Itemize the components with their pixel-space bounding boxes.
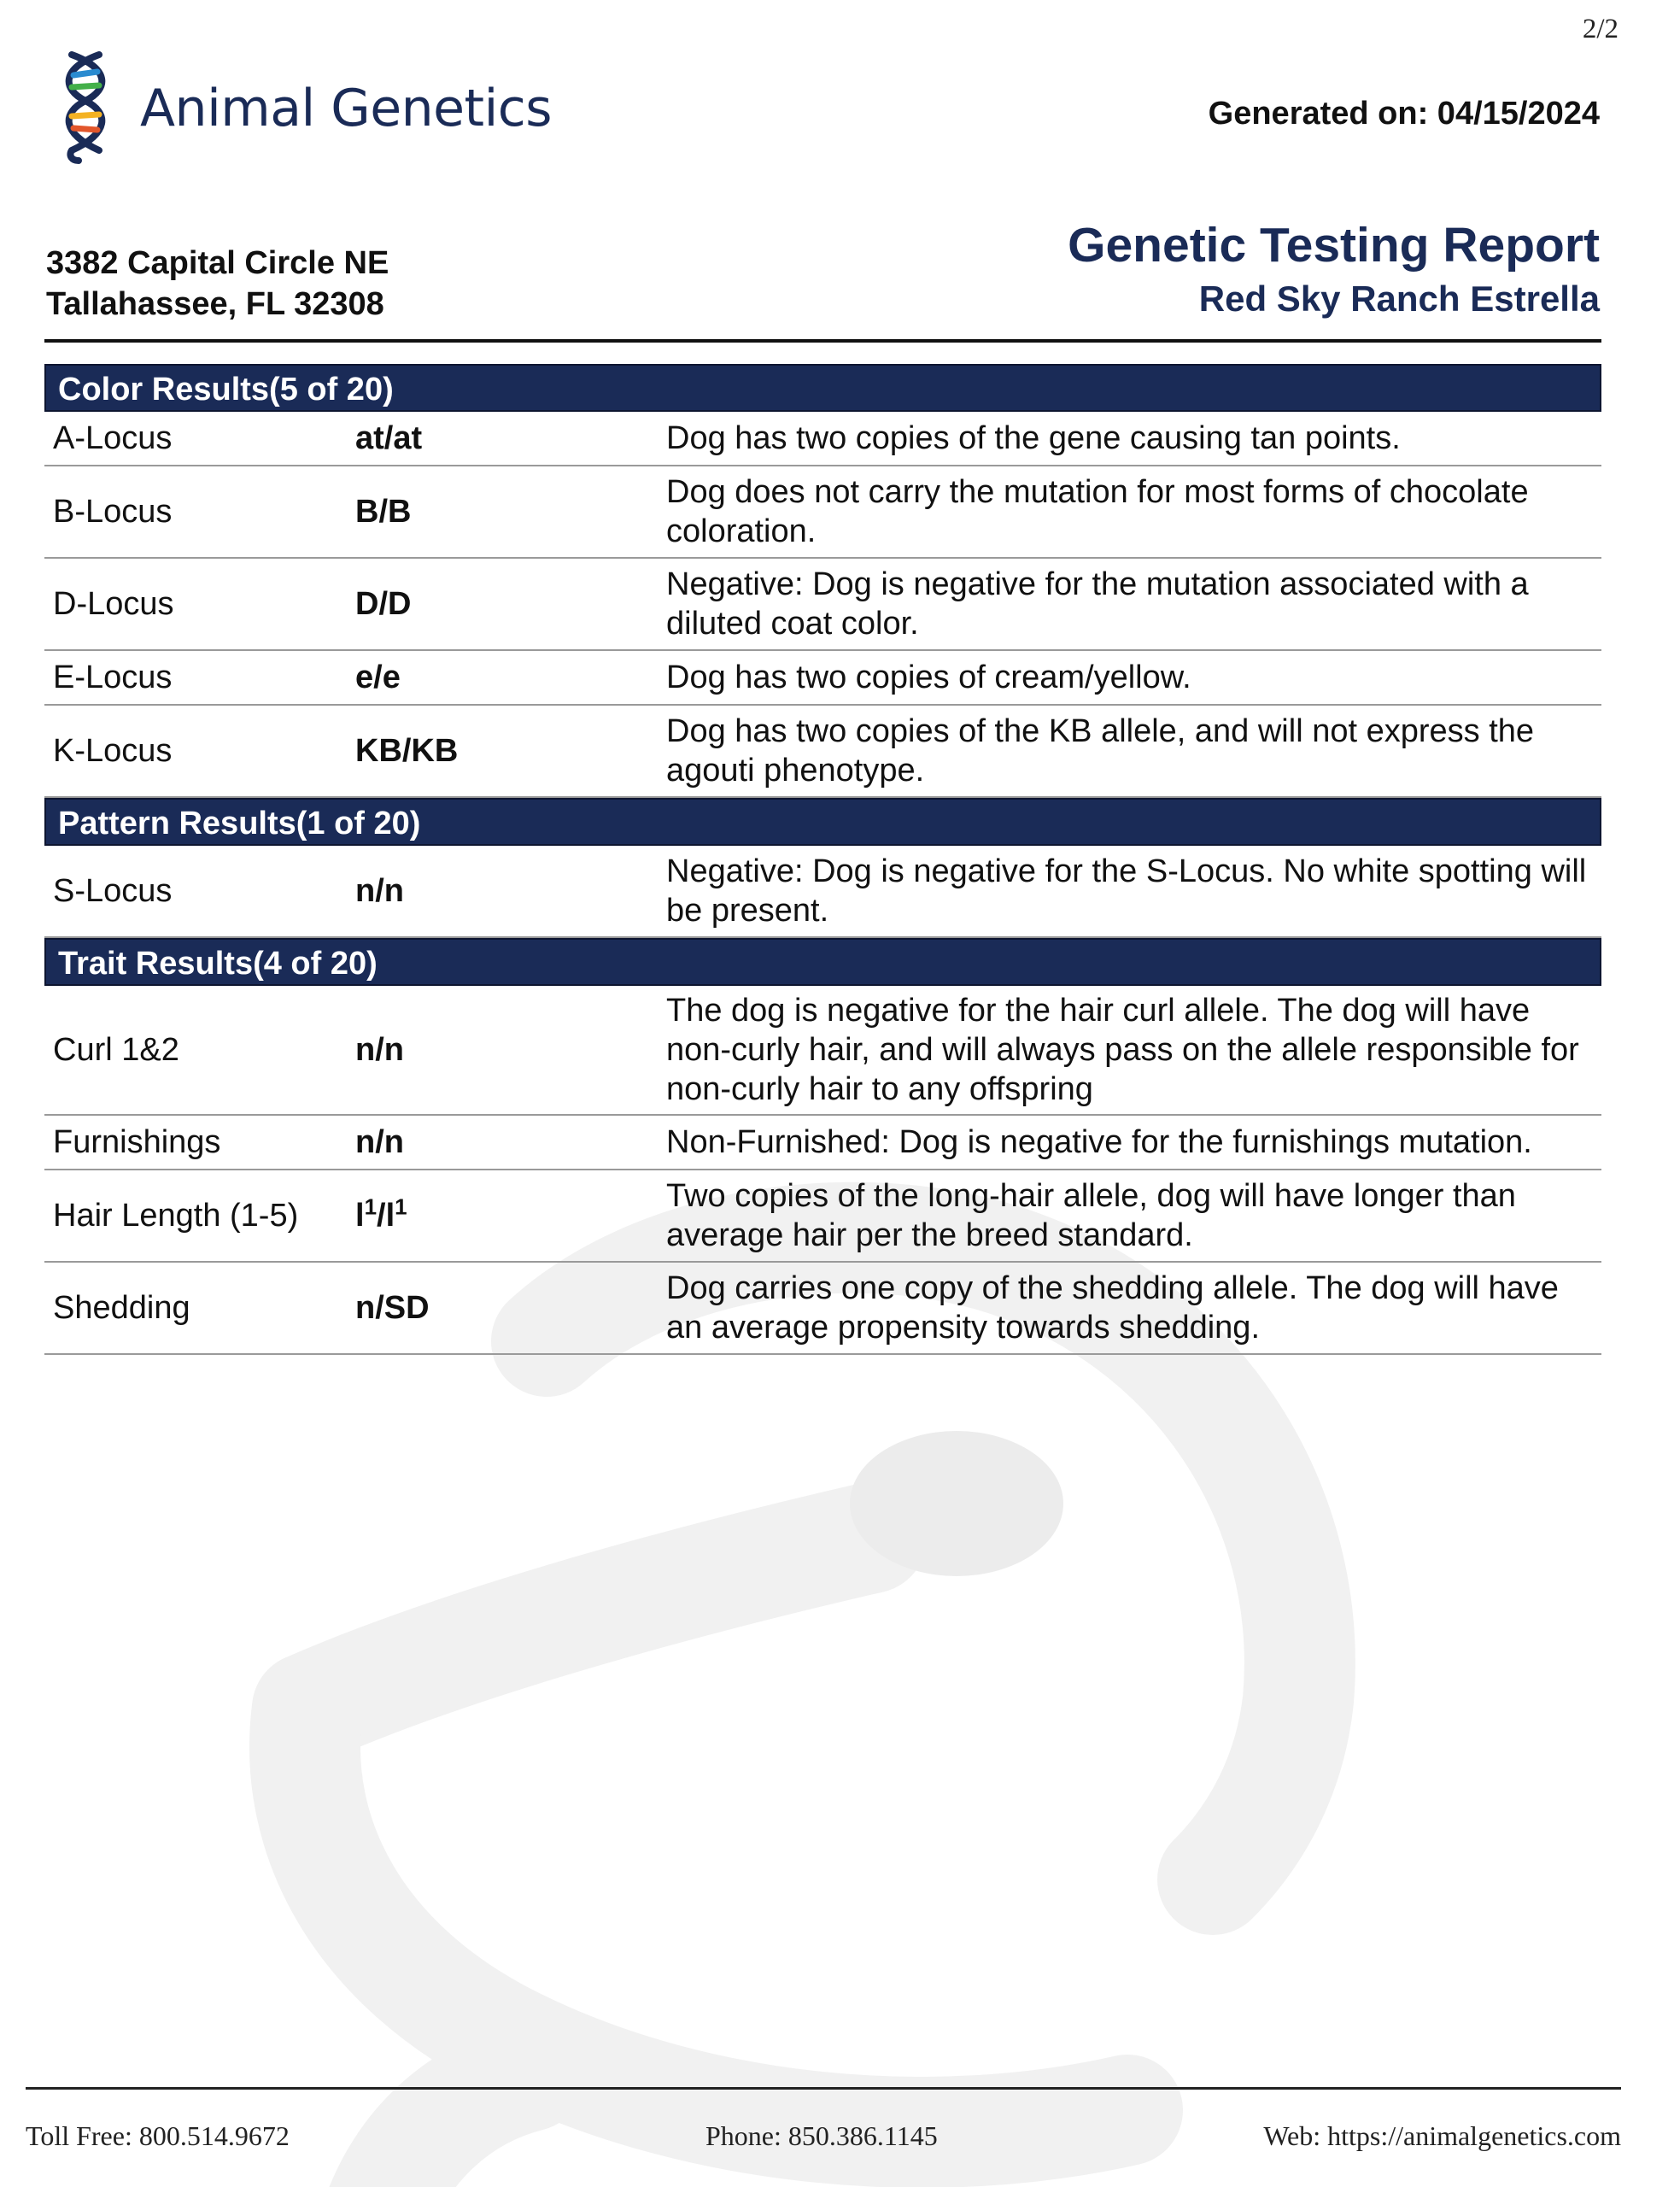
locus-name: D-Locus [53, 585, 174, 622]
website-link[interactable]: Web: https://animalgenetics.com [1263, 2120, 1621, 2151]
locus-name: K-Locus [53, 732, 173, 769]
table-row [44, 1170, 1601, 1263]
table-row [44, 846, 1601, 938]
table-row [44, 706, 1601, 798]
section-header-color: Color Results(5 of 20) [44, 364, 1601, 412]
locus-name: S-Locus [53, 872, 173, 909]
locus-name: E-Locus [53, 659, 173, 695]
result-description: Dog does not carry the mutation for most forms of chocolate coloration. [666, 474, 1529, 549]
genotype: e/e [355, 659, 401, 695]
genotype: D/D [355, 585, 412, 622]
result-description: Negative: Dog is negative for the mutation associated with a diluted coat color. [666, 566, 1529, 642]
genotype: n/n [355, 1031, 404, 1068]
locus-name: B-Locus [53, 493, 173, 530]
result-description: Dog has two copies of the KB allele, and will not express the agouti phenotype. [666, 713, 1535, 789]
table-row [44, 1116, 1601, 1170]
genotype: n/n [355, 872, 404, 909]
report-subtitle: Red Sky Ranch Estrella [1198, 279, 1600, 319]
locus-name: Furnishings [53, 1123, 221, 1160]
allele-separator: / [377, 1197, 386, 1234]
genotype: B/B [355, 493, 412, 530]
allele-base: l [385, 1197, 395, 1234]
phone-number: Phone: 850.386.1145 [705, 2120, 938, 2151]
result-description: Non-Furnished: Dog is negative for the furnishings mutation. [666, 1124, 1532, 1160]
locus-name: Shedding [53, 1289, 190, 1326]
table-row [44, 559, 1601, 651]
generated-date: Generated on: 04/15/2024 [1208, 96, 1600, 132]
allele-superscript: 1 [364, 1193, 378, 1219]
allele-superscript: 1 [395, 1193, 407, 1219]
genotype: at/at [355, 419, 423, 456]
report-title: Genetic Testing Report [1068, 218, 1600, 273]
table-row [44, 986, 1601, 1116]
genotype: KB/KB [355, 732, 459, 769]
page-number: 2/2 [1582, 14, 1619, 44]
header-divider [44, 339, 1601, 343]
address-line-1: 3382 Capital Circle NE [46, 245, 389, 281]
table-row [44, 466, 1601, 559]
table-row [44, 1263, 1601, 1355]
result-description: The dog is negative for the hair curl allele. The dog will have non-curly hair, and will always pass on the allele responsible for non-curly hair to any offspring [666, 993, 1579, 1107]
dna-helix-icon [56, 51, 114, 164]
table-row [44, 412, 1601, 466]
result-description: Dog carries one copy of the shedding allele. The dog will have an average propensity towards shedding. [666, 1270, 1559, 1346]
brand-name: Animal Genetics [140, 79, 552, 138]
allele-base: l [355, 1197, 365, 1234]
genotype [355, 1193, 666, 1234]
toll-free-number: Toll Free: 800.514.9672 [26, 2120, 290, 2151]
address-block [46, 243, 389, 325]
result-description: Dog has two copies of the gene causing tan points. [666, 420, 1401, 456]
section-header-trait: Trait Results(4 of 20) [44, 938, 1601, 986]
result-description: Negative: Dog is negative for the S-Locus. No white spotting will be present. [666, 853, 1587, 929]
locus-name: A-Locus [53, 419, 173, 456]
footer-divider [26, 2087, 1621, 2090]
section-header-pattern: Pattern Results(1 of 20) [44, 798, 1601, 846]
result-description: Dog has two copies of cream/yellow. [666, 660, 1191, 695]
result-description: Two copies of the long-hair allele, dog will have longer than average hair per the breed standard. [666, 1178, 1516, 1253]
locus-name: Curl 1&2 [53, 1031, 179, 1068]
locus-name: Hair Length (1-5) [53, 1197, 299, 1234]
genotype: n/n [355, 1123, 404, 1160]
results-table [44, 364, 1601, 1355]
address-line-2: Tallahassee, FL 32308 [46, 286, 384, 322]
table-row [44, 651, 1601, 706]
genotype: n/SD [355, 1289, 430, 1326]
